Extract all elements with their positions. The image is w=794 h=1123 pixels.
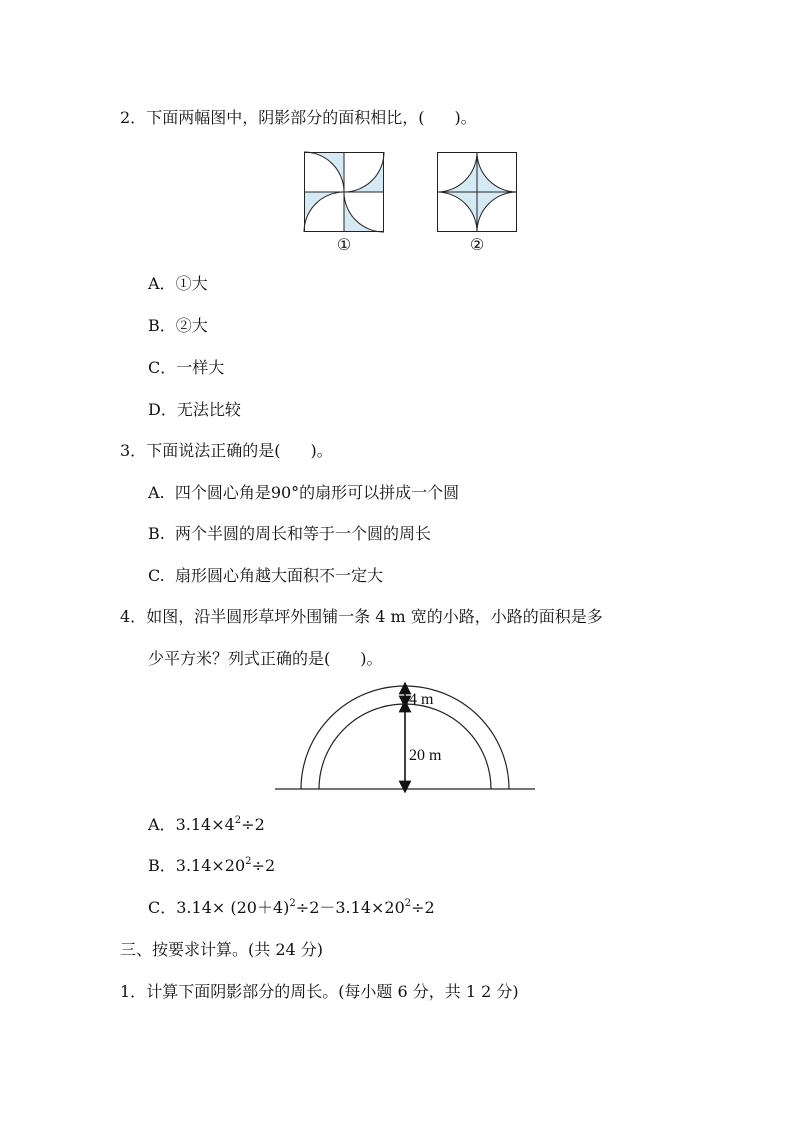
fig1-shade-tl — [304, 152, 344, 192]
s3-q1-stem — [120, 982, 519, 1002]
fig1-shade-br — [344, 192, 384, 232]
q3-option-b[interactable]: B. 两个半圆的周长和等于一个圆的周长 — [148, 524, 432, 543]
q3-option-c[interactable]: C. 扇形圆心角越大面积不一定大 — [148, 566, 383, 585]
q4-radius-label: 20 m — [409, 747, 442, 764]
q4-text-line1: 如图，沿半圆形草坪外围铺一条 4 m 宽的小路，小路的面积是多 — [146, 607, 603, 626]
q2-stem — [120, 108, 477, 128]
q3-close: )。 — [310, 441, 333, 460]
s3-q1-number: 1． — [120, 982, 147, 1001]
q4-stem-line1 — [120, 607, 603, 627]
q2-figure-1-label: ① — [336, 235, 352, 254]
q4-close: )。 — [360, 649, 383, 668]
q2-text: 下面两幅图中，阴影部分的面积相比，( — [146, 108, 425, 127]
q2-close: )。 — [454, 108, 477, 127]
q3-text: 下面说法正确的是( — [146, 441, 281, 460]
q3-stem — [120, 441, 333, 461]
fig1-shade-bl — [304, 192, 344, 232]
q2-option-b[interactable]: B．②大 — [148, 316, 208, 335]
q2-figure-2 — [437, 152, 517, 232]
q2-figure-2-label: ② — [469, 235, 485, 254]
q4-text-line2: 少平方米？列式正确的是( — [148, 649, 331, 668]
q2-option-d[interactable]: D．无法比较 — [148, 400, 241, 419]
fig1-shade-tr — [344, 152, 384, 192]
q2-option-c[interactable]: C．一样大 — [148, 358, 225, 377]
s3-q1-text: 计算下面阴影部分的周长。(每小题 6 分，共 1 2 分) — [146, 982, 519, 1001]
q4-width-label: 4 m — [409, 691, 434, 708]
section-3-title: 三、按要求计算。(共 24 分) — [120, 940, 324, 959]
q4-option-c[interactable]: C．$3.14\times (20+4)^2\div 2-3.14\times 20^2\div 2$ — [148, 897, 435, 917]
q2-figure-1 — [304, 152, 384, 232]
q3-option-a[interactable]: A. 四个圆心角是90°的扇形可以拼成一个圆 — [148, 483, 460, 502]
q4-number: 4． — [120, 607, 147, 626]
q4-figure-semicircle-path — [275, 684, 535, 794]
q4-option-a[interactable]: A．$3.14\times 4^2\div 2$ — [148, 814, 265, 834]
q4-stem-line2 — [148, 649, 383, 669]
q4-option-b[interactable]: B．$3.14\times 20^2\div 2$ — [148, 855, 276, 875]
q3-number: 3． — [120, 441, 147, 460]
q2-number: 2． — [120, 108, 147, 127]
q2-option-a[interactable]: A．①大 — [148, 274, 208, 293]
